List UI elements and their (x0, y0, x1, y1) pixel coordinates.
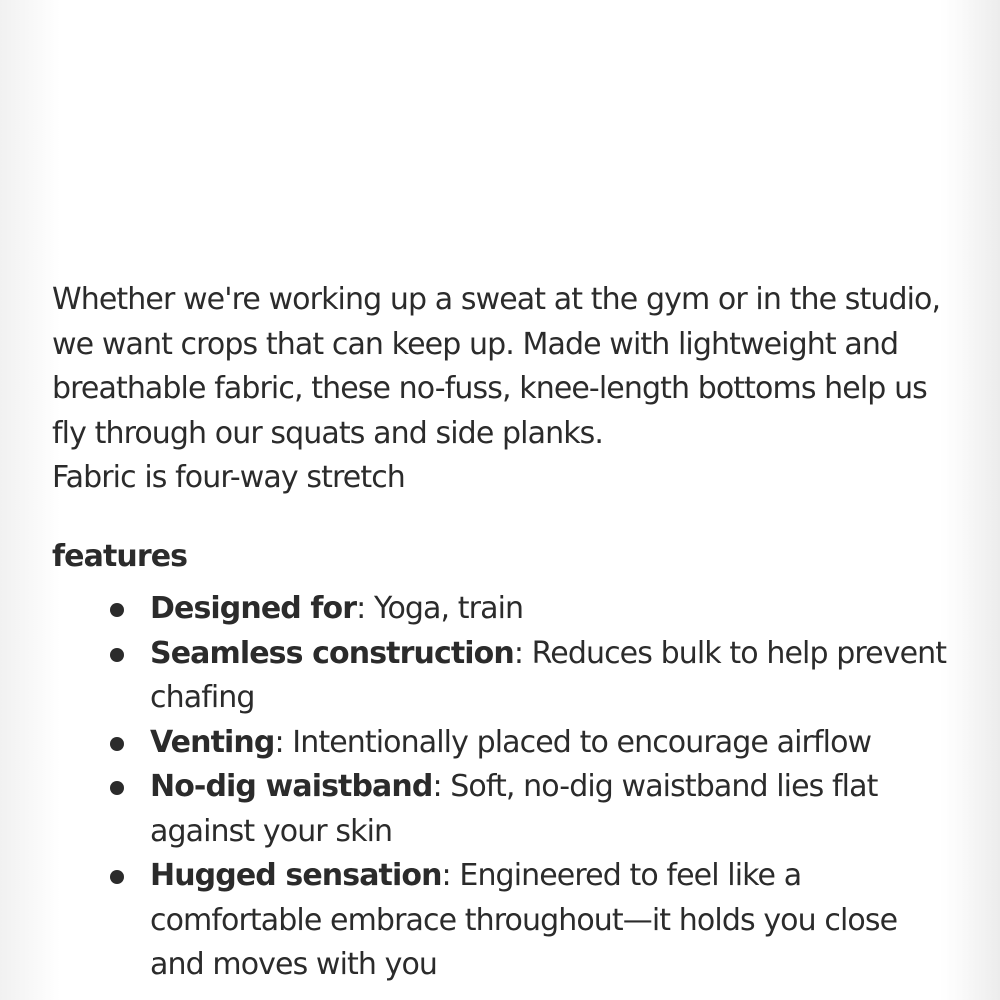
feature-name: Designed for (150, 591, 357, 626)
feature-text: Yoga, train (374, 591, 524, 626)
feature-name: Seamless construction (150, 635, 514, 671)
feature-separator: : (441, 858, 460, 893)
description-line: we want crops that can keep up. Made with lightweight and (52, 326, 899, 362)
bullet-icon (110, 648, 124, 662)
description-line: Whether we're working up a sweat at the gym or in the studio, (52, 282, 941, 317)
feature-item-no-dig-waistband (150, 765, 952, 854)
bullet-icon (110, 603, 124, 617)
feature-item-hugged-sensation (150, 854, 952, 988)
feature-text: Engineered to feel like a comfortable embrace throughout—it holds you close and moves with you (150, 858, 898, 982)
feature-text: Intentionally placed to encourage airflow (292, 724, 872, 760)
feature-item-seamless-construction (150, 632, 952, 721)
description-line: breathable fabric, these no-fuss, knee-length bottoms help us (52, 371, 927, 406)
bullet-icon (110, 737, 124, 751)
feature-separator: : (356, 591, 374, 626)
feature-text: Reduces bulk to help prevent chafing (150, 635, 947, 715)
feature-name: Hugged sensation (150, 858, 442, 893)
feature-text: Soft, no-dig waistband lies flat against your skin (150, 769, 878, 849)
bullet-icon (110, 870, 124, 884)
fabric-note: Fabric is four-way stretch (52, 460, 405, 495)
feature-name: No-dig waistband (150, 769, 433, 804)
features-list (52, 587, 952, 988)
feature-separator: : (274, 724, 293, 760)
description-line: fly through our squats and side planks. (52, 415, 604, 451)
feature-item-designed-for (150, 587, 952, 632)
feature-separator: : (513, 635, 532, 671)
content-area (52, 278, 952, 988)
features-heading: features (52, 538, 188, 574)
feature-item-venting (150, 721, 952, 766)
product-description (52, 278, 952, 501)
bullet-icon (110, 781, 124, 795)
feature-name: Venting (150, 724, 275, 760)
feature-separator: : (432, 769, 451, 804)
